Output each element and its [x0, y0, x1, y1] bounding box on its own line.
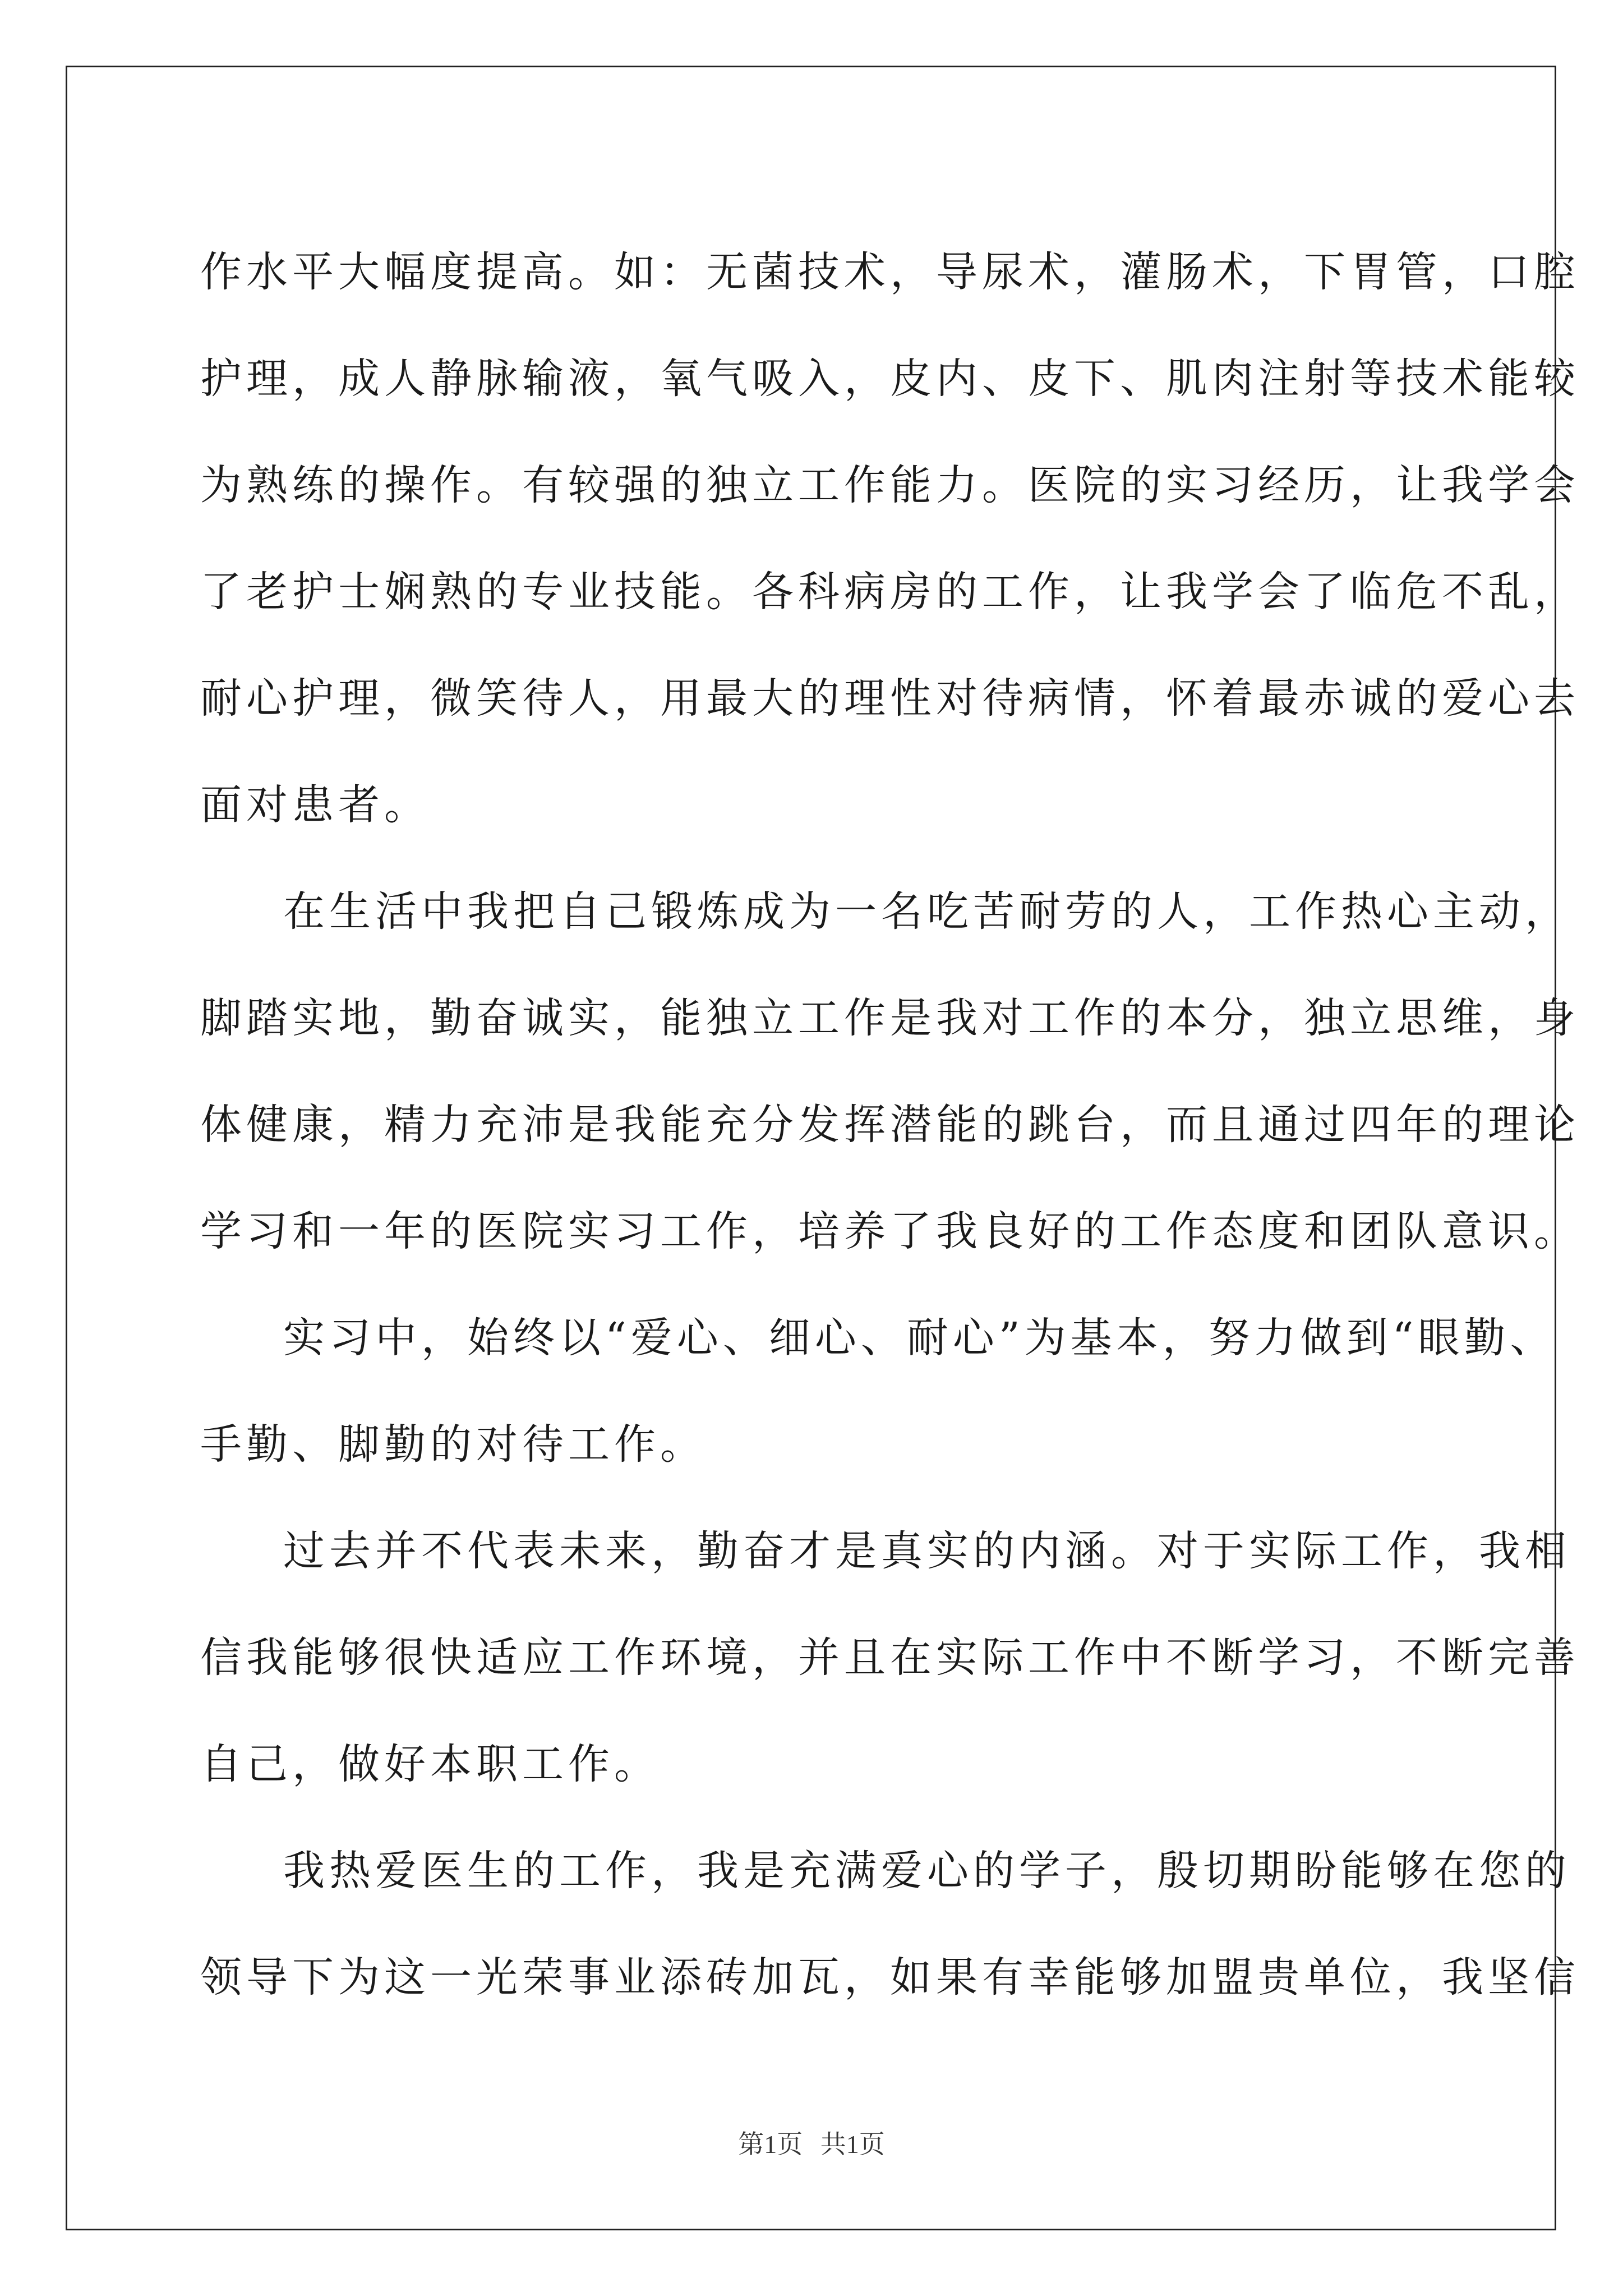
text-line-3: 为熟练的操作。有较强的独立工作能力。医院的实习经历，让我学会 [200, 461, 1580, 509]
text-line-17: 领导下为这一光荣事业添砖加瓦，如果有幸能够加盟贵单位，我坚信 [200, 1953, 1580, 2001]
text-line-1: 作水平大幅度提高。如：无菌技术，导尿术，灌肠术，下胃管，口腔 [200, 248, 1580, 296]
page-total: 共1页 [820, 2130, 885, 2159]
text-line-15: 自己，做好本职工作。 [200, 1740, 660, 1788]
text-line-6: 面对患者。 [200, 781, 430, 829]
text-line-11: 实习中，始终以“爱心、细心、耐心”为基本，努力做到“眼勤、 [283, 1314, 1556, 1362]
text-line-5: 耐心护理，微笑待人，用最大的理性对待病情，怀着最赤诚的爱心去 [200, 674, 1580, 723]
text-line-10: 学习和一年的医院实习工作，培养了我良好的工作态度和团队意识。 [200, 1207, 1580, 1255]
text-line-8: 脚踏实地，勤奋诚实，能独立工作是我对工作的本分，独立思维，身 [200, 994, 1580, 1042]
text-line-4: 了老护士娴熟的专业技能。各科病房的工作，让我学会了临危不乱， [200, 568, 1580, 616]
page-footer [0, 2124, 1623, 2161]
text-line-2: 护理，成人静脉输液，氧气吸入，皮内、皮下、肌肉注射等技术能较 [200, 355, 1580, 403]
text-line-14: 信我能够很快适应工作环境，并且在实际工作中不断学习，不断完善 [200, 1634, 1580, 1682]
page-number: 第1页 [738, 2130, 803, 2159]
text-line-13: 过去并不代表未来，勤奋才是真实的内涵。对于实际工作，我相 [283, 1527, 1571, 1575]
text-line-9: 体健康，精力充沛是我能充分发挥潜能的跳台，而且通过四年的理论 [200, 1101, 1580, 1149]
text-line-12: 手勤、脚勤的对待工作。 [200, 1420, 706, 1469]
text-line-7: 在生活中我把自己锻炼成为一名吃苦耐劳的人，工作热心主动， [283, 887, 1571, 936]
text-line-16: 我热爱医生的工作，我是充满爱心的学子，殷切期盼能够在您的 [283, 1847, 1571, 1895]
document-body [200, 219, 1580, 2031]
